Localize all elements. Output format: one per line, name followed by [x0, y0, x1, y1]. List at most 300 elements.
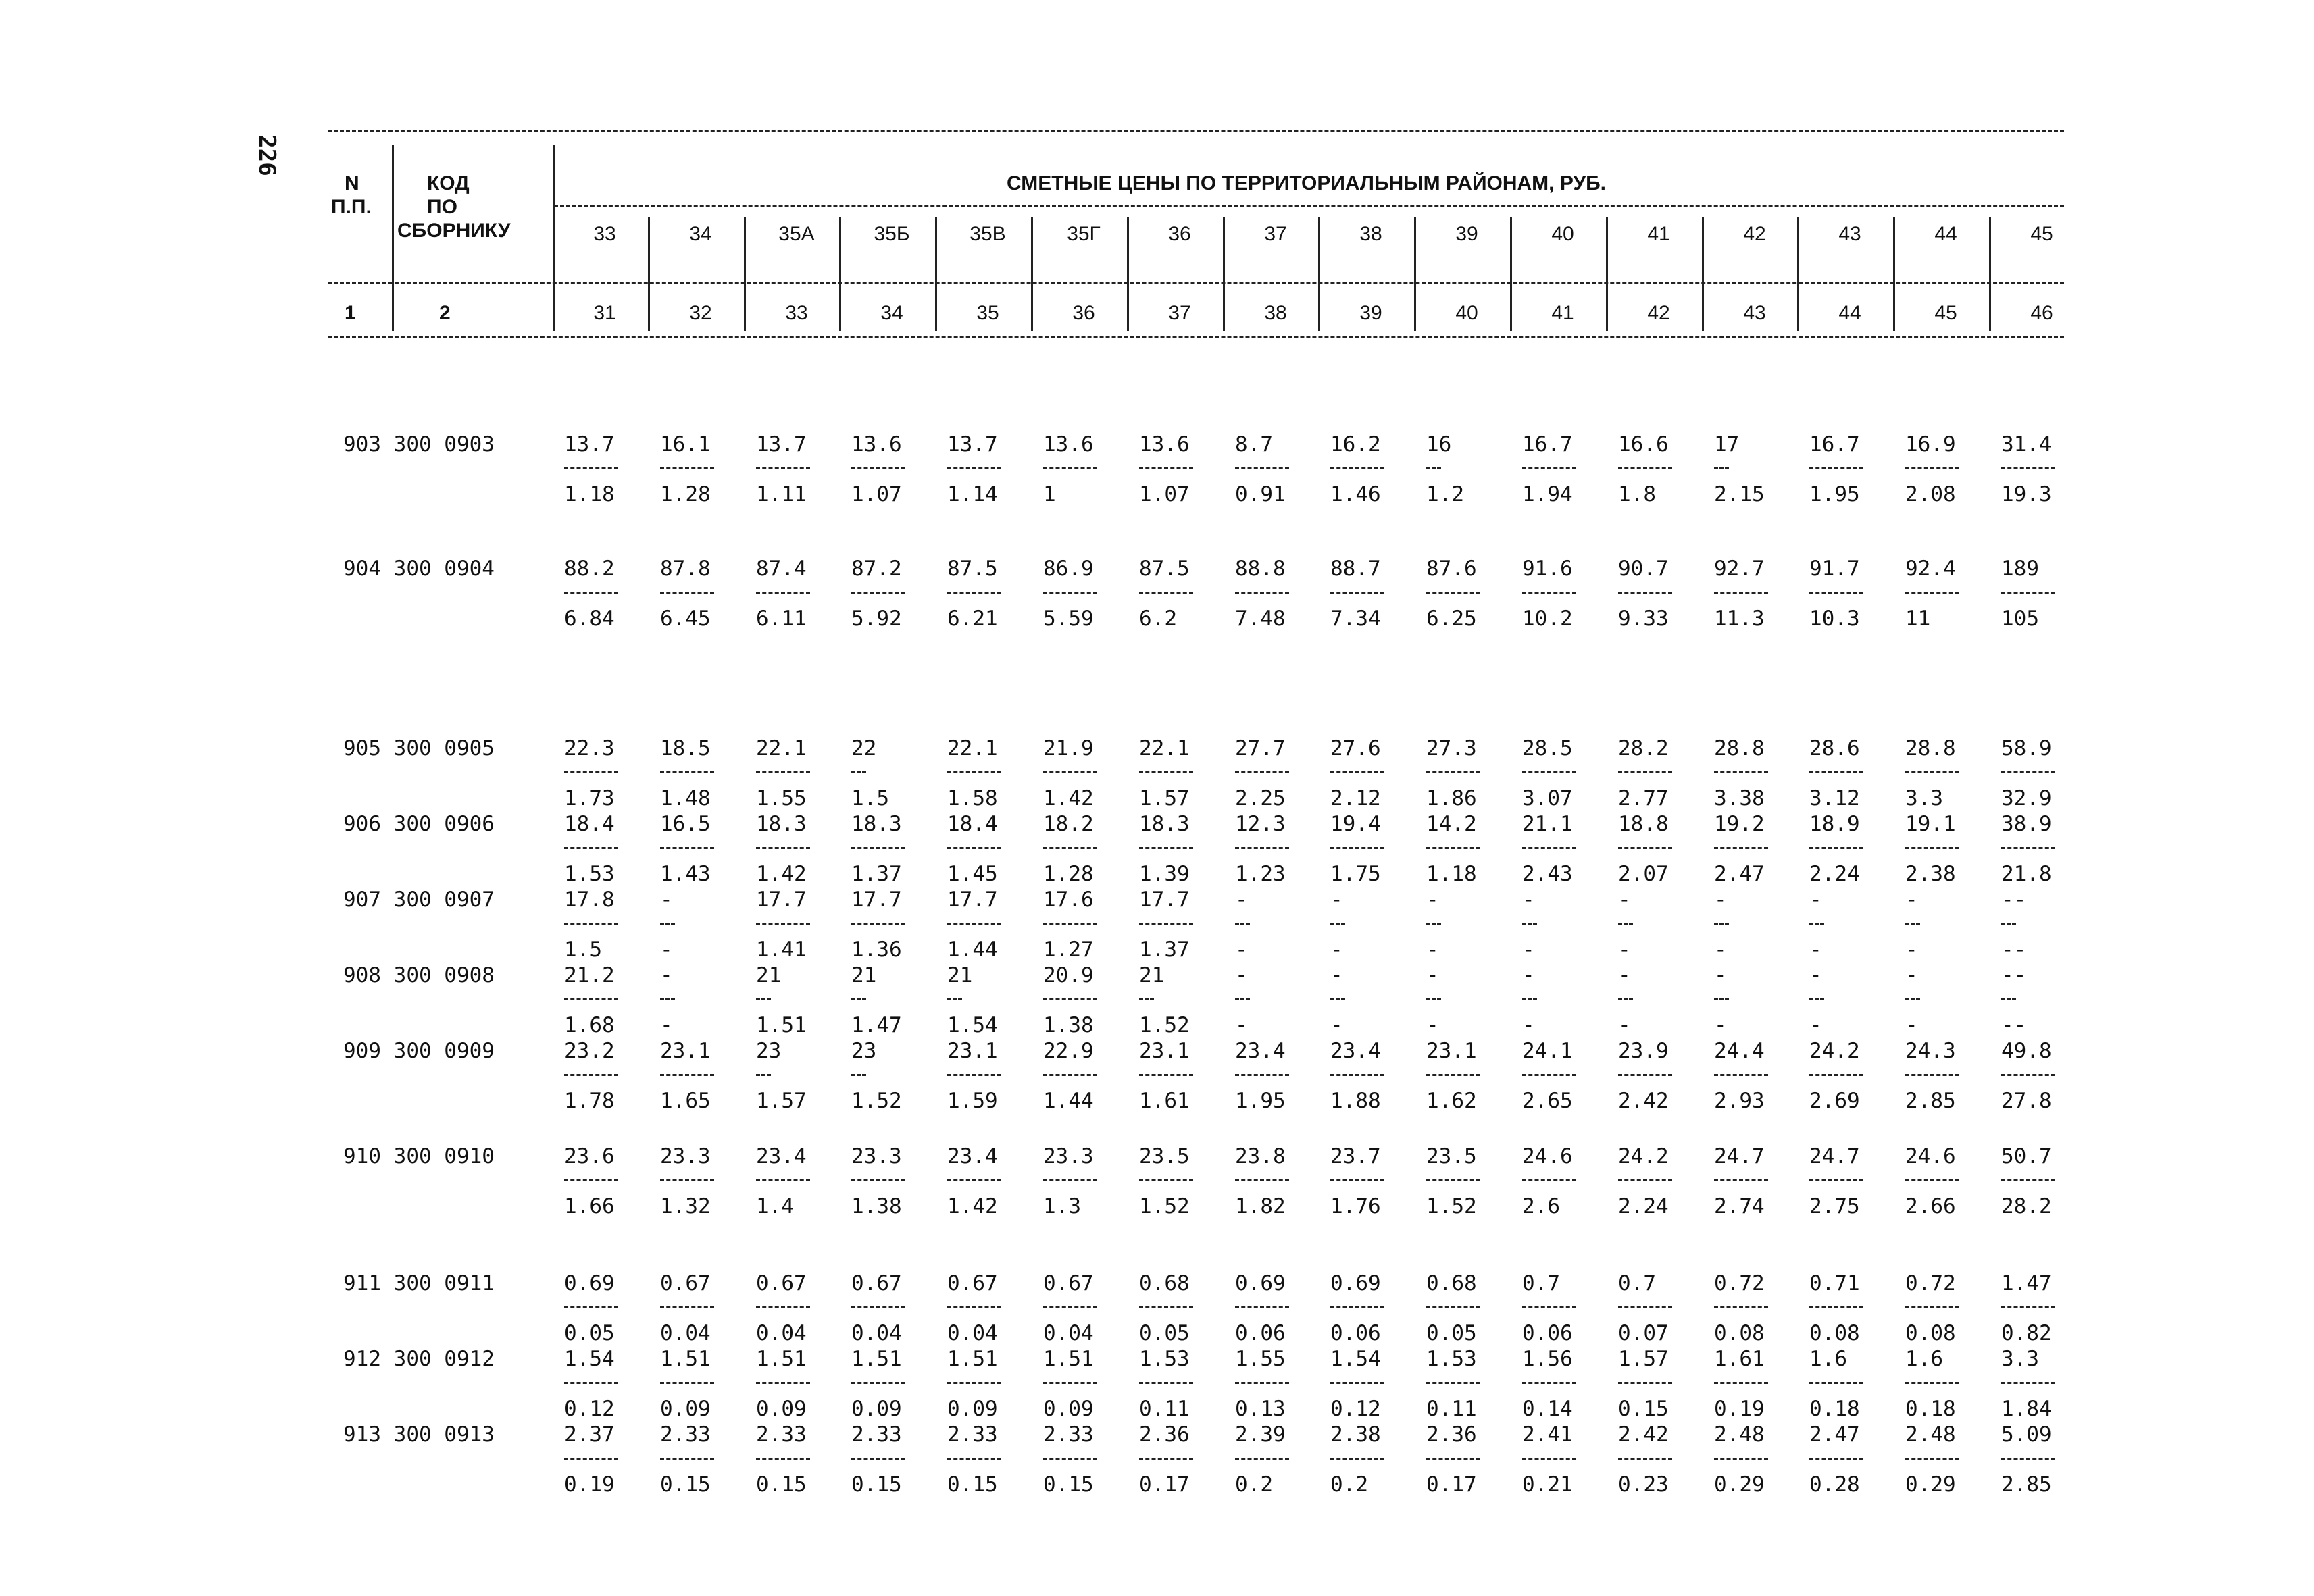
fraction-divider [660, 847, 714, 849]
price-value-bottom: 2.69 [1809, 1089, 1860, 1113]
fraction-divider [1714, 592, 1768, 594]
fraction-divider [1714, 998, 1729, 1000]
fraction-divider [1522, 592, 1576, 594]
price-value-bottom: 1.44 [1043, 1089, 1094, 1113]
column-index-1: 1 [345, 302, 356, 324]
price-value-top: 23.2 [564, 1039, 615, 1063]
price-value-bottom: 2.24 [1618, 1194, 1669, 1218]
fraction-divider [756, 923, 810, 925]
price-value-bottom: 105 [2001, 607, 2039, 631]
row-code: 903 300 0903 [343, 432, 495, 457]
header-top-rule [328, 130, 2064, 132]
fraction-divider [947, 467, 1001, 469]
price-value-top: - [1235, 963, 1248, 987]
price-value-bottom: 1 [1043, 482, 1056, 507]
fraction-divider [660, 923, 675, 925]
row-code: 912 300 0912 [343, 1347, 495, 1371]
price-value-top: 17 [1714, 432, 1740, 457]
price-value-top: 1.51 [1043, 1347, 1094, 1371]
price-value-top: 13.6 [1043, 432, 1094, 457]
price-value-bottom: 11 [1905, 607, 1931, 631]
price-value-bottom: -- [2001, 937, 2027, 962]
price-value-bottom: 1.38 [851, 1194, 902, 1218]
region-separator [1606, 217, 1608, 331]
fraction-divider [660, 998, 675, 1000]
fraction-divider [2001, 467, 2055, 469]
price-value-bottom: 7.48 [1235, 607, 1286, 631]
price-value-top: 23.4 [1235, 1039, 1286, 1063]
row-code: 905 300 0905 [343, 736, 495, 761]
price-value-top: 92.4 [1905, 557, 1956, 581]
fraction-divider [947, 1306, 1001, 1308]
price-value-bottom: 6.84 [564, 607, 615, 631]
price-value-bottom: 0.04 [851, 1321, 902, 1345]
fraction-divider [1330, 771, 1384, 773]
fraction-divider [1235, 1382, 1289, 1384]
fraction-divider [1139, 847, 1193, 849]
price-value-top: 27.6 [1330, 736, 1381, 761]
price-value-top: 24.1 [1522, 1039, 1573, 1063]
fraction-divider [1139, 923, 1193, 925]
price-value-top: 16.9 [1905, 432, 1956, 457]
price-value-bottom: 1.52 [851, 1089, 902, 1113]
fraction-divider [1809, 923, 1824, 925]
fraction-divider [1330, 592, 1384, 594]
price-value-top: 23.1 [1139, 1039, 1190, 1063]
fraction-divider [1139, 1179, 1193, 1181]
price-value-bottom: 0.15 [1043, 1472, 1094, 1497]
fraction-divider [1714, 1074, 1768, 1076]
price-value-bottom: - [1905, 937, 1918, 962]
fraction-divider [851, 592, 905, 594]
price-value-bottom: 0.08 [1905, 1321, 1956, 1345]
price-value-top: - [1905, 887, 1918, 912]
price-value-top: 16.7 [1522, 432, 1573, 457]
fraction-divider [851, 467, 905, 469]
price-value-bottom: 0.07 [1618, 1321, 1669, 1345]
price-value-top: 18.3 [756, 812, 807, 836]
price-value-top: 18.8 [1618, 812, 1669, 836]
price-value-top: 87.8 [660, 557, 711, 581]
fraction-divider [1043, 1306, 1097, 1308]
price-value-top: 18.4 [947, 812, 998, 836]
price-value-top: 24.2 [1809, 1039, 1860, 1063]
price-value-top: -- [2001, 963, 2027, 987]
row-code: 908 300 0908 [343, 963, 495, 987]
column-n-label: N [345, 172, 359, 195]
region-column-header: 35А [778, 223, 815, 245]
fraction-divider [660, 467, 714, 469]
row-code: 910 300 0910 [343, 1144, 495, 1168]
fraction-divider [1714, 467, 1729, 469]
price-value-bottom: 6.21 [947, 607, 998, 631]
price-value-bottom: 0.09 [947, 1397, 998, 1421]
fraction-divider [2001, 923, 2016, 925]
fraction-divider [851, 1382, 905, 1384]
region-separator [744, 217, 746, 331]
column-code-label-sub2: СБОРНИКУ [397, 220, 511, 242]
fraction-divider [1139, 998, 1154, 1000]
price-value-top: 2.41 [1522, 1422, 1573, 1447]
fraction-divider [1522, 1179, 1576, 1181]
column-index-2: 2 [439, 302, 451, 324]
fraction-divider [1426, 467, 1441, 469]
price-value-top: 16.6 [1618, 432, 1669, 457]
region-separator [1797, 217, 1799, 331]
fraction-divider [947, 1382, 1001, 1384]
region-column-index: 35 [976, 302, 999, 324]
fraction-divider [1809, 847, 1863, 849]
region-column-header: 36 [1168, 223, 1191, 245]
price-value-bottom: - [1235, 937, 1248, 962]
price-value-bottom: 1.8 [1618, 482, 1656, 507]
fraction-divider [1809, 1382, 1863, 1384]
price-value-top: 24.7 [1809, 1144, 1860, 1168]
price-value-bottom: 1.68 [564, 1013, 615, 1037]
price-value-top: 23.1 [947, 1039, 998, 1063]
fraction-divider [1043, 771, 1097, 773]
price-value-top: 1.6 [1809, 1347, 1847, 1371]
price-value-bottom: 0.04 [756, 1321, 807, 1345]
price-value-top: 21.9 [1043, 736, 1094, 761]
price-value-bottom: - [1714, 1013, 1727, 1037]
price-value-top: 1.47 [2001, 1271, 2052, 1295]
price-value-top: 23.8 [1235, 1144, 1286, 1168]
header-bottom-rule [328, 336, 2064, 338]
price-value-bottom: 0.04 [660, 1321, 711, 1345]
price-value-bottom: 1.18 [564, 482, 615, 507]
price-value-top: 0.68 [1426, 1271, 1477, 1295]
price-value-top: 92.7 [1714, 557, 1765, 581]
price-value-top: 0.67 [851, 1271, 902, 1295]
fraction-divider [1235, 1306, 1289, 1308]
price-value-top: 21.2 [564, 963, 615, 987]
fraction-divider [1809, 467, 1863, 469]
fraction-divider [1043, 998, 1097, 1000]
price-value-top: 22.1 [1139, 736, 1190, 761]
price-value-top: 12.3 [1235, 812, 1286, 836]
price-value-top: 0.69 [1235, 1271, 1286, 1295]
price-value-bottom: 21.8 [2001, 862, 2052, 886]
price-value-top: 50.7 [2001, 1144, 2052, 1168]
price-value-bottom: 0.21 [1522, 1472, 1573, 1497]
price-value-top: 24.6 [1522, 1144, 1573, 1168]
fraction-divider [756, 1179, 810, 1181]
row-code: 911 300 0911 [343, 1271, 495, 1295]
column-n-label-sub: П.П. [331, 196, 372, 218]
price-value-bottom: 1.37 [1139, 937, 1190, 962]
price-value-bottom: - [1809, 1013, 1822, 1037]
price-value-top: - [1618, 887, 1631, 912]
region-column-index: 36 [1072, 302, 1095, 324]
fraction-divider [1618, 1179, 1672, 1181]
fraction-divider [947, 998, 962, 1000]
fraction-divider [1522, 467, 1576, 469]
price-value-bottom: 7.34 [1330, 607, 1381, 631]
price-value-top: 87.2 [851, 557, 902, 581]
price-value-top: 21 [1139, 963, 1165, 987]
price-value-bottom: 0.09 [1043, 1397, 1094, 1421]
fraction-divider [947, 1458, 1001, 1460]
region-column-header: 35В [970, 223, 1006, 245]
fraction-divider [660, 1179, 714, 1181]
region-column-index: 38 [1264, 302, 1287, 324]
fraction-divider [2001, 1458, 2055, 1460]
fraction-divider [1905, 771, 1959, 773]
fraction-divider [1618, 771, 1672, 773]
region-separator [1318, 217, 1320, 331]
price-value-bottom: 0.09 [851, 1397, 902, 1421]
fraction-divider [1139, 1306, 1193, 1308]
price-value-bottom: 0.19 [1714, 1397, 1765, 1421]
price-value-bottom: 1.65 [660, 1089, 711, 1113]
region-column-index: 42 [1647, 302, 1670, 324]
region-separator [1127, 217, 1129, 331]
fraction-divider [660, 1458, 714, 1460]
fraction-divider [1426, 592, 1480, 594]
fraction-divider [851, 1074, 866, 1076]
fraction-divider [564, 592, 618, 594]
price-value-top: 0.71 [1809, 1271, 1860, 1295]
price-value-bottom: 3.07 [1522, 786, 1573, 810]
price-value-bottom: 1.42 [947, 1194, 998, 1218]
price-value-top: 17.6 [1043, 887, 1094, 912]
fraction-divider [1043, 1179, 1097, 1181]
price-value-top: 49.8 [2001, 1039, 2052, 1063]
price-value-bottom: - [1235, 1013, 1248, 1037]
price-value-bottom: - [1330, 937, 1343, 962]
fraction-divider [756, 1382, 810, 1384]
fraction-divider [1426, 771, 1480, 773]
price-value-bottom: 1.36 [851, 937, 902, 962]
price-value-top: 28.6 [1809, 736, 1860, 761]
price-value-top: 0.72 [1905, 1271, 1956, 1295]
price-value-top: 38.9 [2001, 812, 2052, 836]
price-value-top: - [1714, 887, 1727, 912]
price-value-bottom: 0.09 [660, 1397, 711, 1421]
price-value-top: 8.7 [1235, 432, 1273, 457]
fraction-divider [1235, 771, 1289, 773]
price-value-top: 20.9 [1043, 963, 1094, 987]
price-value-top: 91.7 [1809, 557, 1860, 581]
price-value-top: 87.4 [756, 557, 807, 581]
region-column-index: 32 [689, 302, 712, 324]
region-separator [1989, 217, 1991, 331]
price-value-top: 16.2 [1330, 432, 1381, 457]
fraction-divider [1235, 847, 1289, 849]
fraction-divider [1618, 1306, 1672, 1308]
price-value-bottom: 1.42 [756, 862, 807, 886]
region-column-header: 39 [1455, 223, 1478, 245]
fraction-divider [1522, 1306, 1576, 1308]
fraction-divider [1426, 847, 1480, 849]
price-value-top: 1.61 [1714, 1347, 1765, 1371]
region-column-header: 37 [1264, 223, 1287, 245]
price-value-top: 0.67 [756, 1271, 807, 1295]
price-value-bottom: 3.3 [1905, 786, 1943, 810]
fraction-divider [1426, 1179, 1480, 1181]
price-value-top: 22.1 [947, 736, 998, 761]
fraction-divider [1714, 1306, 1768, 1308]
region-column-header: 44 [1934, 223, 1957, 245]
row-code: 906 300 0906 [343, 812, 495, 836]
price-value-bottom: 1.95 [1809, 482, 1860, 507]
fraction-divider [1235, 1074, 1289, 1076]
price-value-top: 23.1 [660, 1039, 711, 1063]
price-value-top: 23.4 [1330, 1039, 1381, 1063]
price-value-top: 16 [1426, 432, 1452, 457]
fraction-divider [1043, 1074, 1097, 1076]
price-value-top: 1.56 [1522, 1347, 1573, 1371]
fraction-divider [2001, 998, 2016, 1000]
price-value-bottom: 1.47 [851, 1013, 902, 1037]
price-value-bottom: 1.76 [1330, 1194, 1381, 1218]
fraction-divider [1235, 467, 1289, 469]
price-value-bottom: 0.28 [1809, 1472, 1860, 1497]
price-value-bottom: 1.27 [1043, 937, 1094, 962]
price-value-top: 23.5 [1426, 1144, 1477, 1168]
fraction-divider [1618, 592, 1672, 594]
price-value-top: 3.3 [2001, 1347, 2039, 1371]
fraction-divider [2001, 592, 2055, 594]
region-column-index: 40 [1455, 302, 1478, 324]
price-value-bottom: 1.57 [1139, 786, 1190, 810]
region-column-index: 43 [1743, 302, 1766, 324]
region-column-header: 43 [1838, 223, 1861, 245]
price-value-bottom: 1.23 [1235, 862, 1286, 886]
fraction-divider [660, 592, 714, 594]
price-value-top: 2.33 [1043, 1422, 1094, 1447]
fraction-divider [1905, 998, 1920, 1000]
price-value-bottom: 1.42 [1043, 786, 1094, 810]
fraction-divider [851, 771, 866, 773]
price-value-top: 17.7 [851, 887, 902, 912]
region-separator [1223, 217, 1225, 331]
price-value-top: 0.67 [947, 1271, 998, 1295]
price-value-top: 86.9 [1043, 557, 1094, 581]
price-value-top: 1.51 [851, 1347, 902, 1371]
row-code: 913 300 0913 [343, 1422, 495, 1447]
price-value-bottom: 6.25 [1426, 607, 1477, 631]
price-value-bottom: 6.11 [756, 607, 807, 631]
fraction-divider [1714, 847, 1768, 849]
price-value-bottom: 1.11 [756, 482, 807, 507]
fraction-divider [851, 1458, 905, 1460]
fraction-divider [1426, 1306, 1480, 1308]
fraction-divider [1714, 771, 1768, 773]
region-separator [1031, 217, 1033, 331]
price-value-top: 18.9 [1809, 812, 1860, 836]
price-value-bottom: 1.62 [1426, 1089, 1477, 1113]
fraction-divider [1330, 923, 1345, 925]
price-value-bottom: 0.05 [564, 1321, 615, 1345]
fraction-divider [947, 771, 1001, 773]
fraction-divider [851, 847, 905, 849]
fraction-divider [756, 847, 810, 849]
price-value-top: 22 [851, 736, 877, 761]
price-value-top: 27.7 [1235, 736, 1286, 761]
price-value-bottom: 1.86 [1426, 786, 1477, 810]
price-value-bottom: 1.4 [756, 1194, 794, 1218]
price-value-bottom: 1.28 [1043, 862, 1094, 886]
price-value-bottom: - [1618, 1013, 1631, 1037]
price-value-top: - [1809, 963, 1822, 987]
price-value-bottom: 2.65 [1522, 1089, 1573, 1113]
price-value-top: 23 [851, 1039, 877, 1063]
region-column-header: 35Г [1067, 223, 1101, 245]
price-value-bottom: 1.3 [1043, 1194, 1081, 1218]
price-value-bottom: 1.75 [1330, 862, 1381, 886]
price-value-top: 2.42 [1618, 1422, 1669, 1447]
price-value-bottom: 0.2 [1330, 1472, 1368, 1497]
fraction-divider [2001, 771, 2055, 773]
fraction-divider [564, 998, 618, 1000]
price-value-bottom: 0.18 [1905, 1397, 1956, 1421]
price-value-top: 13.7 [947, 432, 998, 457]
fraction-divider [1522, 847, 1576, 849]
price-value-bottom: 0.15 [660, 1472, 711, 1497]
price-value-top: 18.4 [564, 812, 615, 836]
price-value-bottom: 1.53 [564, 862, 615, 886]
price-value-top: 0.7 [1522, 1271, 1560, 1295]
price-value-top: 13.7 [756, 432, 807, 457]
fraction-divider [1905, 923, 1920, 925]
price-value-bottom: - [1426, 1013, 1439, 1037]
fraction-divider [1426, 1074, 1480, 1076]
price-value-top: 17.8 [564, 887, 615, 912]
fraction-divider [2001, 1074, 2055, 1076]
header-index-rule [328, 282, 2064, 284]
price-value-bottom: 0.18 [1809, 1397, 1860, 1421]
price-value-top: 23.9 [1618, 1039, 1669, 1063]
price-value-bottom: 19.3 [2001, 482, 2052, 507]
fraction-divider [564, 923, 618, 925]
price-value-top: - [660, 887, 673, 912]
price-value-top: - [1809, 887, 1822, 912]
price-value-bottom: 0.05 [1426, 1321, 1477, 1345]
price-value-bottom: 0.06 [1330, 1321, 1381, 1345]
region-column-index: 44 [1838, 302, 1861, 324]
price-value-bottom: 0.2 [1235, 1472, 1273, 1497]
price-value-bottom: 2.77 [1618, 786, 1669, 810]
fraction-divider [1330, 467, 1384, 469]
price-value-top: - [1330, 887, 1343, 912]
price-value-bottom: 2.74 [1714, 1194, 1765, 1218]
fraction-divider [1139, 771, 1193, 773]
price-value-bottom: 10.2 [1522, 607, 1573, 631]
fraction-divider [1522, 771, 1576, 773]
price-value-bottom: - [1905, 1013, 1918, 1037]
price-value-top: -- [2001, 887, 2027, 912]
price-value-top: 24.3 [1905, 1039, 1956, 1063]
price-value-bottom: 1.51 [756, 1013, 807, 1037]
price-value-top: 13.6 [1139, 432, 1190, 457]
fraction-divider [947, 847, 1001, 849]
price-value-bottom: 1.39 [1139, 862, 1190, 886]
price-value-top: 16.1 [660, 432, 711, 457]
price-value-bottom: 1.66 [564, 1194, 615, 1218]
region-column-header: 35Б [874, 223, 910, 245]
price-value-bottom: 9.33 [1618, 607, 1669, 631]
price-value-top: 91.6 [1522, 557, 1573, 581]
fraction-divider [1522, 923, 1537, 925]
price-value-bottom: 1.44 [947, 937, 998, 962]
price-value-top: 24.7 [1714, 1144, 1765, 1168]
price-value-bottom: 0.17 [1139, 1472, 1190, 1497]
price-value-top: 16.7 [1809, 432, 1860, 457]
fraction-divider [1139, 467, 1193, 469]
fraction-divider [756, 467, 810, 469]
